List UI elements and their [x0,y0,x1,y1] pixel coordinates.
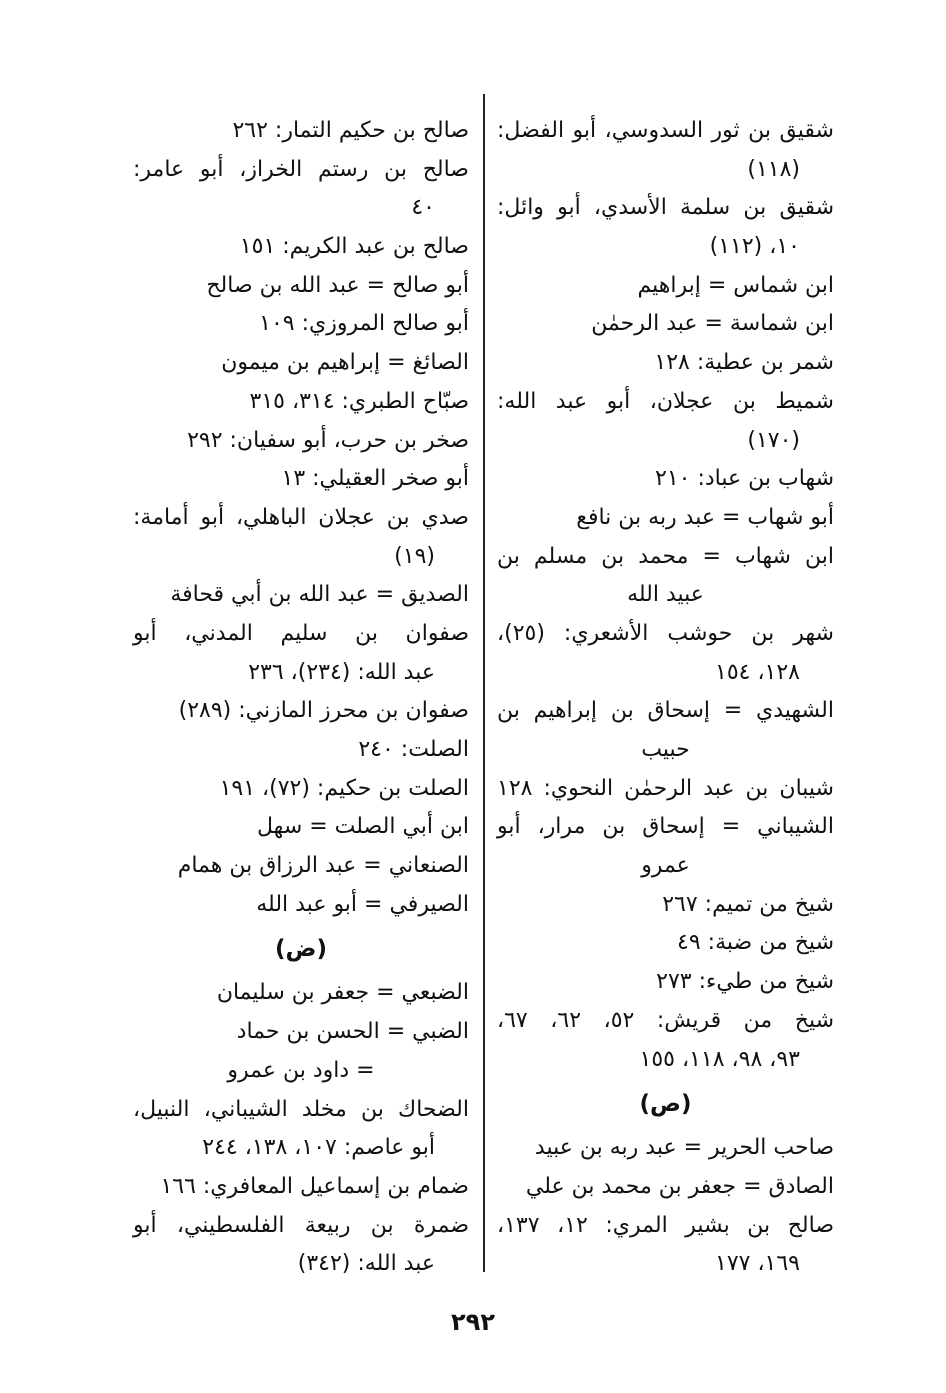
index-entry-line: شهاب بن عباد: ٢١٠ [655,466,834,492]
index-entry-line: شيخ من ضبة: ٤٩ [677,930,834,956]
index-entry-line: الصادق = جعفر بن محمد بن علي [525,1173,834,1199]
index-entry-line: صفوان بن سليم المدني، أبو [133,620,469,646]
index-entry-line: شقيق بن سلمة الأسدي، أبو وائل: [497,195,834,221]
index-entry-line: ابن شماسة = عبد الرحمٰن [591,311,834,337]
index-entry-line: شقيق بن ثور السدوسي، أبو الفضل: [497,118,834,143]
index-entry-line: الضحاك بن مخلد الشيباني، النبيل، [133,1096,469,1122]
index-entry-line: شمر بن عطية: ١٢٨ [654,350,834,376]
index-entry-line: شهر بن حوشب الأشعري: (٢٥)، [497,620,834,646]
index-entry-line: الصيرفي = أبو عبد الله [256,891,469,917]
index-entry-line: = داود بن عمرو [227,1057,375,1083]
index-entry-line: ١٢٨، ١٥٤ [715,659,800,685]
index-entry-line: الصلت بن حكيم: (٧٢)، ١٩١ [219,775,469,801]
column-divider [483,94,485,1272]
index-entry-line: صالح بن عبد الكريم: ١٥١ [239,234,469,260]
index-entry-line: الشهيدي = إسحاق بن إبراهيم بن [497,698,834,724]
index-entry-line: الصائغ = إبراهيم بن ميمون [221,350,469,376]
index-entry-line: عمرو [641,853,690,879]
index-entry-line: عبد الله: (٢٣٤)، ٢٣٦ [248,659,435,685]
index-entry-line: صفوان بن محرز المازني: (٢٨٩) [178,698,469,724]
index-column-left [133,112,469,1284]
index-entry-line: ٤٠ [411,195,435,221]
index-entry-line: شميط بن عجلان، أبو عبد الله: [497,388,834,414]
index-entry-line: صبّاح الطبري: ٣١٤، ٣١٥ [249,388,469,414]
index-entry-line: صالح بن بشير المري: ١٢، ١٣٧، [497,1212,834,1238]
index-entry-line: أبو صالح = عبد الله بن صالح [206,272,469,298]
index-entry-line: شيخ من تميم: ٢٦٧ [662,891,834,917]
index-entry-line: ٩٣، ٩٨، ١١٨، ١٥٥ [639,1046,800,1072]
index-entry-line: الصلت: ٢٤٠ [358,737,469,762]
index-entry-line: صدي بن عجلان الباهلي، أبو أمامة: [133,504,469,530]
index-entry-line: أبو صخر العقيلي: ١٣ [281,466,469,492]
section-heading: (ض) [275,936,327,963]
index-entry-line: الشيباني = إسحاق بن مرار، أبو [497,814,834,840]
index-entry-line: الصنعاني = عبد الرزاق بن همام [177,853,469,879]
index-entry-line: ضمرة بن ربيعة الفلسطيني، أبو [133,1212,469,1238]
index-entry-line: الضبي = الحسن بن حماد [236,1019,469,1045]
index-entry-line: عبد الله: (٣٤٢) [297,1251,435,1277]
index-entry-line: (١٧٠) [747,427,800,453]
index-entry-line: شيبان بن عبد الرحمٰن النحوي: ١٢٨ [497,775,834,801]
index-entry-line: ١٦٩، ١٧٧ [715,1251,800,1277]
section-heading: (ص) [639,1091,692,1118]
index-entry-line: ابن شماس = إبراهيم [637,272,834,298]
index-entry-line: (١٩) [394,543,435,569]
index-entry-line: صالح بن حكيم التمار: ٢٦٢ [232,118,469,143]
index-entry-line: أبو صالح المروزي: ١٠٩ [259,311,469,337]
index-entry-line: ١٠، (١١٢) [709,234,800,260]
index-entry-line: ضمام بن إسماعيل المعافري: ١٦٦ [160,1173,469,1199]
index-entry-line: صالح بن رستم الخراز، أبو عامر: [133,156,469,182]
index-entry-line: ابن شهاب = محمد بن مسلم بن [497,543,834,569]
index-entry-line: الضبعي = جعفر بن سليمان [216,980,469,1006]
index-entry-line: الصديق = عبد الله بن أبي قحافة [170,582,469,608]
index-entry-line: صاحب الحرير = عبد ربه بن عبيد [534,1135,834,1161]
index-entry-line: صخر بن حرب، أبو سفيان: ٢٩٢ [187,427,469,453]
index-entry-line: أبو عاصم: ١٠٧، ١٣٨، ٢٤٤ [202,1135,435,1161]
index-entry-line: عبيد الله [627,582,704,608]
index-entry-line: ابن أبي الصلت = سهل [257,814,469,840]
index-column-right [497,112,834,1284]
page-number: ٢٩٢ [451,1308,495,1336]
index-entry-line: أبو شهاب = عبد ربه بن نافع [576,504,834,530]
index-entry-line: حبيب [641,737,690,762]
index-entry-line: شيخ من قريش: ٥٢، ٦٢، ٦٧، [497,1007,835,1033]
index-entry-line: شيخ من طيء: ٢٧٣ [656,969,834,995]
index-entry-line: (١١٨) [747,156,800,182]
